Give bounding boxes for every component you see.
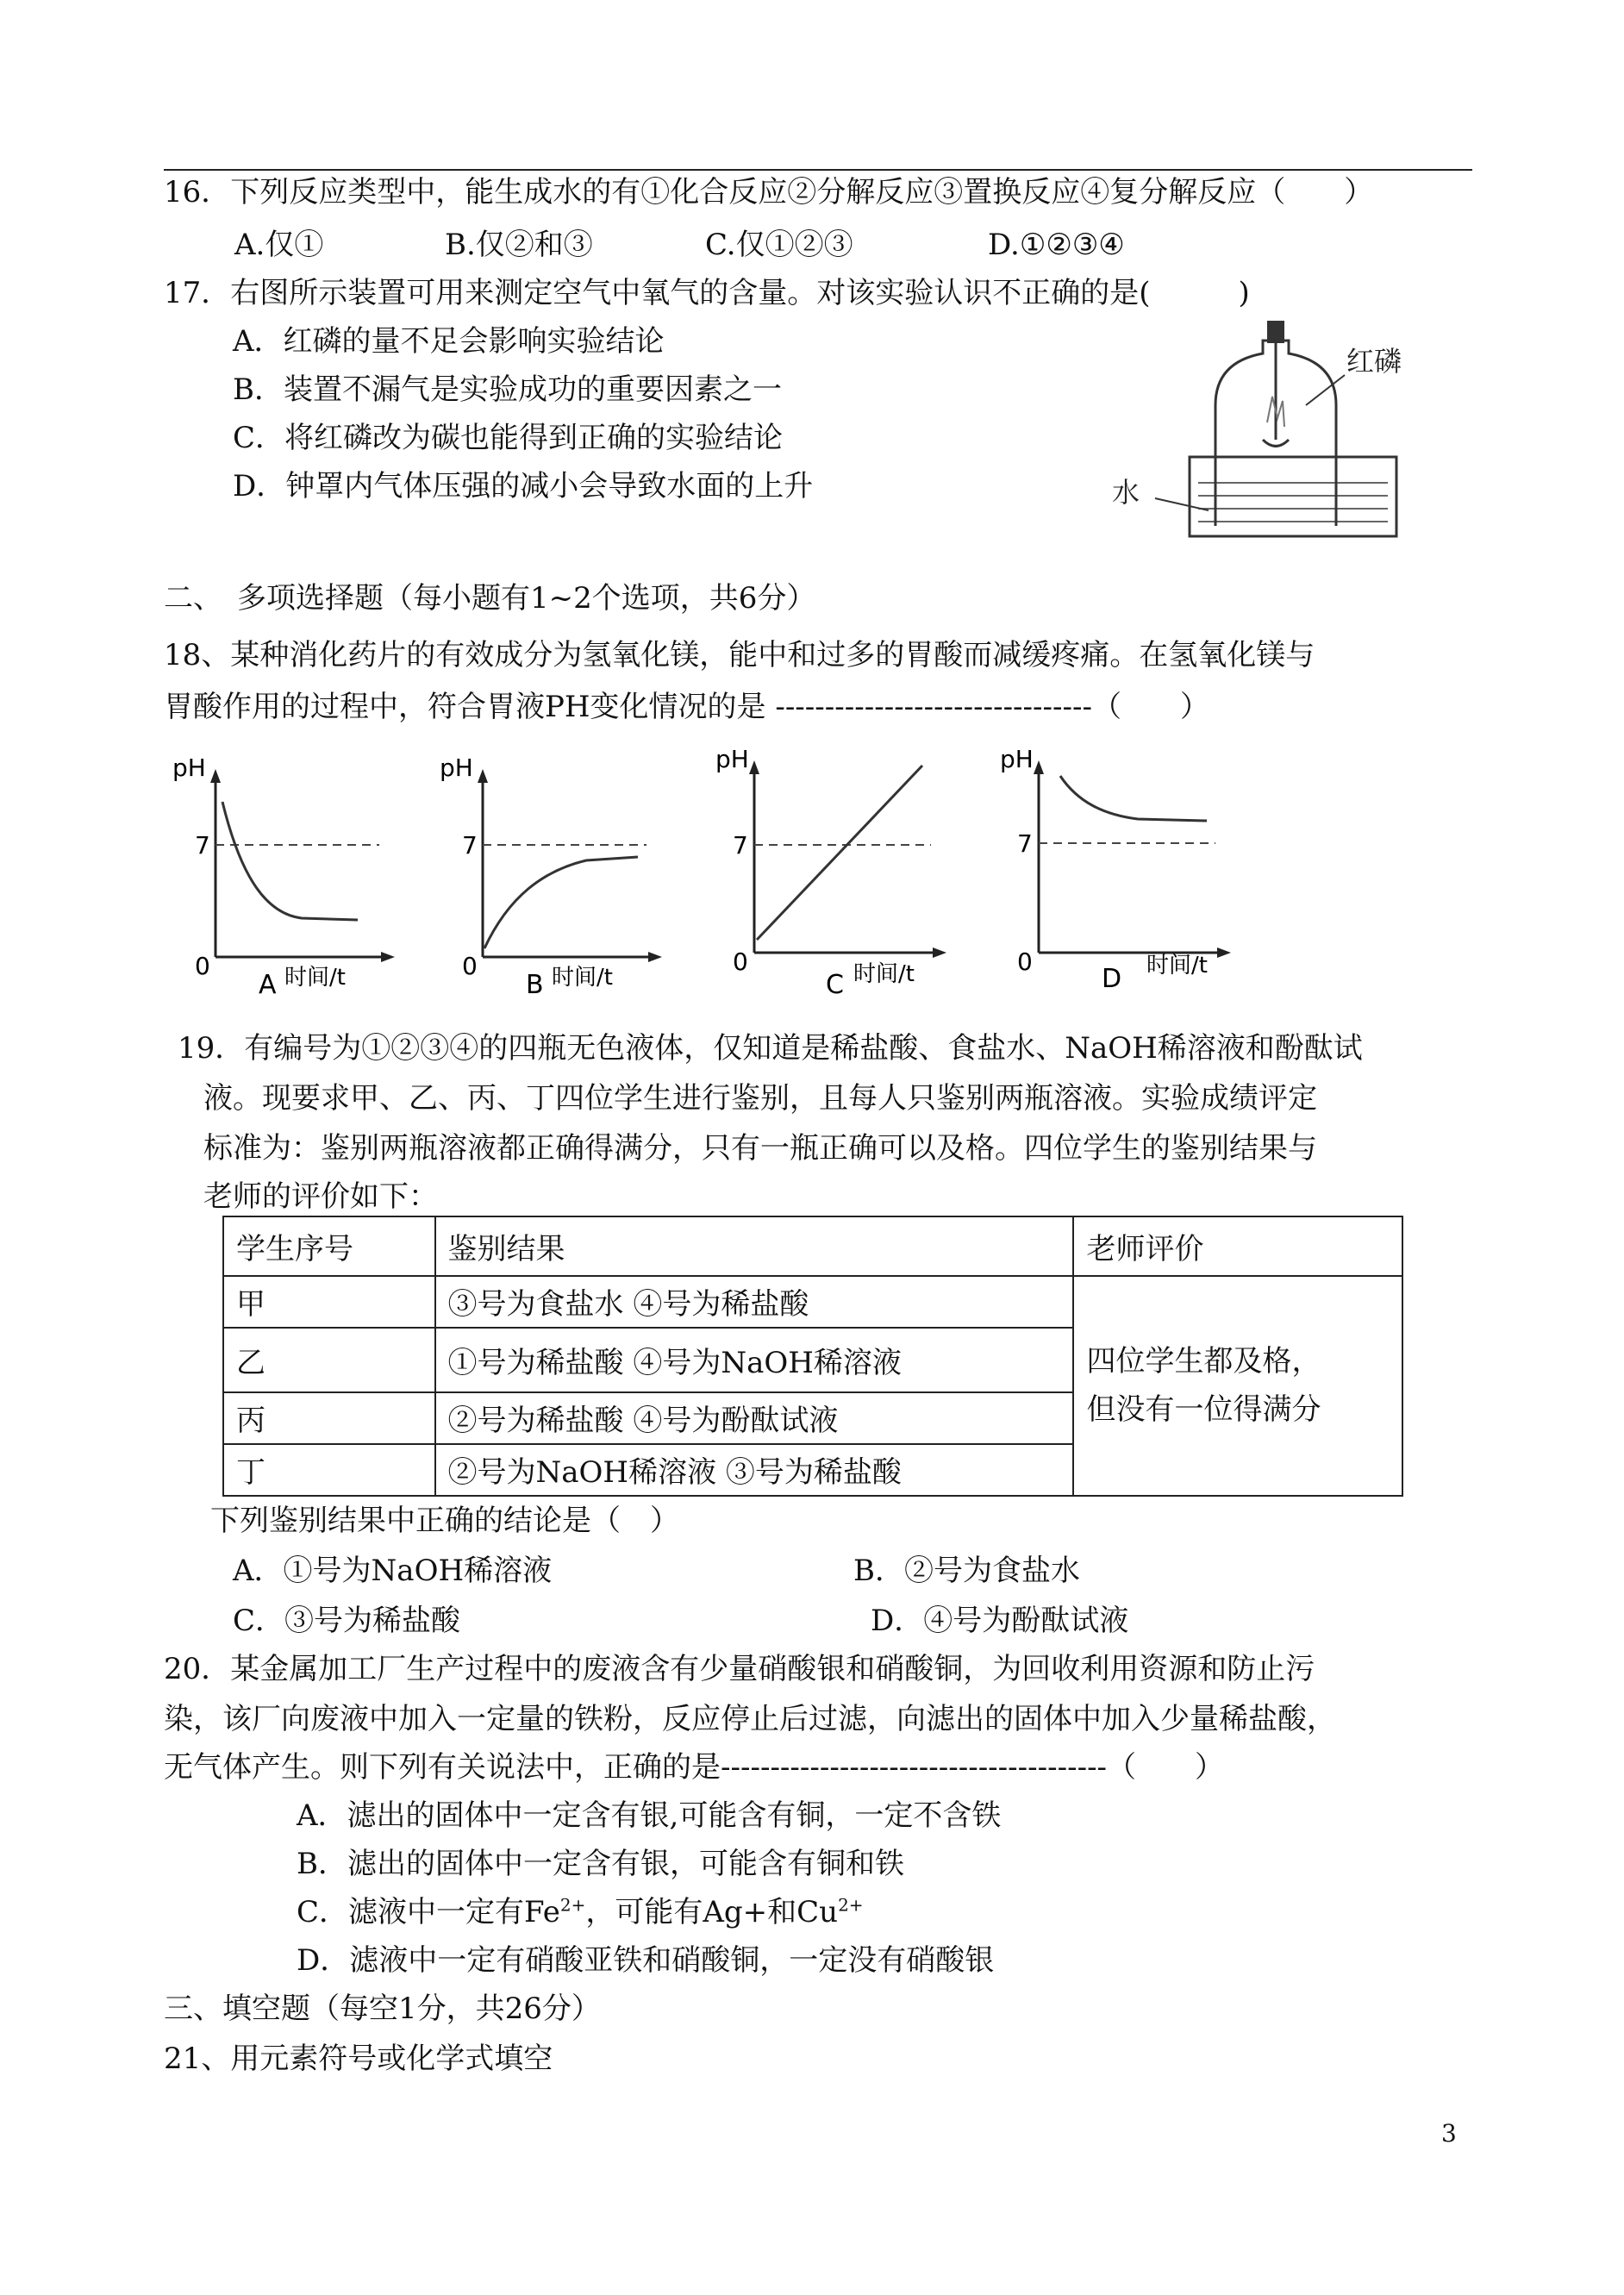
q16-option-d: D.①②③④ — [988, 228, 1125, 262]
origin: 0 — [462, 952, 478, 980]
apparatus-figure — [1112, 310, 1405, 552]
ylabel: pH — [715, 745, 749, 773]
q16-stem: 16．下列反应类型中，能生成水的有①化合反应②分解反应③置换反应④复分解反应（ ） — [164, 175, 1374, 209]
ph-curve — [484, 857, 638, 948]
q20-option-b: B．滤出的固体中一定含有银，可能含有铜和铁 — [297, 1847, 904, 1881]
q20-option-d: D．滤液中一定有硝酸亚铁和硝酸铜，一定没有硝酸银 — [297, 1943, 995, 1978]
q16-option-a: A.仅① — [234, 228, 324, 262]
origin: 0 — [733, 947, 748, 976]
result-cell: ②号为稀盐酸 ④号为酚酞试液 — [435, 1392, 1074, 1444]
result-cell: ③号为食盐水 ④号为稀盐酸 — [435, 1276, 1074, 1328]
label-phosphorus: 红磷 — [1346, 345, 1402, 378]
q16-option-c: C.仅①②③ — [705, 228, 853, 262]
origin: 0 — [195, 952, 210, 980]
q17-option-c: C．将红磷改为碳也能得到正确的实验结论 — [233, 421, 784, 455]
ylabel: pH — [440, 754, 473, 782]
page-number: 3 — [1441, 2119, 1457, 2148]
q20-option-c — [297, 1895, 864, 1929]
header-rule — [164, 169, 1472, 171]
stopper — [1267, 321, 1284, 343]
tick-7: 7 — [1017, 829, 1033, 858]
q20-line1: 20．某金属加工厂生产过程中的废液含有少量硝酸银和硝酸铜，为回收利用资源和防止污 — [164, 1652, 1315, 1686]
x-arrow — [648, 952, 662, 962]
graph-a — [172, 741, 414, 1000]
q18-line1: 18、某种消化药片的有效成分为氢氧化镁，能中和过多的胃酸而减缓疼痛。在氢氧化镁与 — [164, 638, 1315, 672]
x-arrow — [933, 947, 946, 958]
evaluation-line2: 但没有一位得满分 — [1086, 1392, 1321, 1428]
ph-curve — [1060, 776, 1207, 821]
xlabel: 时间/t — [853, 961, 915, 987]
evaluation-line1: 四位学生都及格， — [1086, 1344, 1321, 1379]
q16-option-b: B.仅②和③ — [445, 228, 593, 262]
header-result: 鉴别结果 — [435, 1216, 1074, 1276]
q20-line3: 无气体产生。则下列有关说法中，正确的是---------------------------------------（ ） — [164, 1750, 1225, 1785]
q17-option-b: B．装置不漏气是实验成功的重要因素之一 — [233, 372, 782, 407]
fe-charge: 2+ — [559, 1894, 586, 1916]
graph-d — [991, 741, 1250, 1000]
tick-7: 7 — [195, 831, 210, 860]
header-evaluation: 老师评价 — [1073, 1216, 1402, 1276]
result-cell: ①号为稀盐酸 ④号为NaOH稀溶液 — [435, 1328, 1074, 1392]
table-header-row — [223, 1216, 1402, 1276]
xlabel: 时间/t — [1146, 953, 1208, 979]
q20-option-c-mid: ，可能有Ag+和Cu — [585, 1895, 839, 1929]
ph-curve — [222, 802, 358, 920]
q21-stem: 21、用元素符号或化学式填空 — [164, 2042, 553, 2076]
q17-option-d: D．钟罩内气体压强的减小会导致水面的上升 — [233, 469, 814, 503]
result-cell: ②号为NaOH稀溶液 ③号为稀盐酸 — [435, 1444, 1074, 1496]
cu-charge: 2+ — [838, 1894, 864, 1916]
q19-line4: 老师的评价如下： — [203, 1179, 438, 1214]
graph-c — [707, 741, 965, 1000]
label-water: 水 — [1112, 476, 1140, 509]
q19-question: 下列鉴别结果中正确的结论是（ ） — [210, 1504, 679, 1538]
y-arrow — [210, 769, 221, 783]
ylabel: pH — [1000, 745, 1034, 773]
table-row — [223, 1276, 1402, 1328]
water-pointer — [1155, 498, 1209, 510]
student-cell: 丁 — [223, 1444, 435, 1496]
q19-line2: 液。现要求甲、乙、丙、丁四位学生进行鉴别，且每人只鉴别两瓶溶液。实验成绩评定 — [203, 1081, 1317, 1116]
y-arrow — [478, 769, 488, 783]
graph-letter: D — [1102, 964, 1122, 994]
student-cell: 乙 — [223, 1328, 435, 1392]
ph-curve — [757, 766, 922, 940]
xlabel: 时间/t — [284, 965, 346, 991]
graph-letter: B — [526, 970, 544, 1000]
q19-option-d: D．④号为酚酞试液 — [871, 1604, 1129, 1638]
y-arrow — [749, 760, 759, 774]
x-arrow — [381, 952, 395, 962]
graph-letter: A — [259, 970, 277, 1000]
q19-line1: 19．有编号为①②③④的四瓶无色液体，仅知道是稀盐酸、食盐水、NaOH稀溶液和酚酞试 — [178, 1031, 1363, 1066]
tick-7: 7 — [733, 831, 748, 860]
phosphorus-pointer — [1306, 375, 1345, 405]
q20-option-a: A．滤出的固体中一定含有银,可能含有铜，一定不含铁 — [297, 1798, 1002, 1833]
combustion-spoon — [1263, 440, 1289, 447]
q19-line3: 标准为：鉴别两瓶溶液都正确得满分，只有一瓶正确可以及格。四位学生的鉴别结果与 — [203, 1131, 1317, 1166]
water-lines — [1198, 483, 1388, 522]
section2-title: 二、 多项选择题（每小题有1~2个选项，共6分） — [164, 581, 816, 616]
q17-option-a: A．红磷的量不足会影响实验结论 — [233, 324, 665, 359]
section3-title: 三、填空题（每空1分，共26分） — [164, 1992, 601, 2026]
tick-7: 7 — [462, 831, 478, 860]
evaluation-cell — [1073, 1276, 1402, 1496]
graph-b — [440, 741, 681, 1000]
q19-option-b: B．②号为食盐水 — [853, 1554, 1080, 1588]
origin: 0 — [1017, 947, 1033, 976]
q20-option-c-pre: C．滤液中一定有Fe — [297, 1895, 560, 1929]
q19-option-c: C．③号为稀盐酸 — [233, 1604, 461, 1638]
xlabel: 时间/t — [552, 965, 613, 991]
q17-stem: 17．右图所示装置可用来测定空气中氧气的含量。对该实验认识不正确的是( ) — [164, 276, 1250, 310]
q19-table — [222, 1216, 1403, 1497]
ylabel: pH — [172, 754, 206, 782]
q19-option-a: A．①号为NaOH稀溶液 — [233, 1554, 553, 1588]
header-student: 学生序号 — [223, 1216, 435, 1276]
student-cell: 丙 — [223, 1392, 435, 1444]
y-arrow — [1034, 760, 1044, 774]
student-cell: 甲 — [223, 1276, 435, 1328]
graph-letter: C — [826, 970, 844, 1000]
q18-line2: 胃酸作用的过程中，符合胃液PH变化情况的是 --------------------------------（ ） — [164, 690, 1209, 724]
x-arrow — [1217, 947, 1231, 958]
q20-line2: 染，该厂向废液中加入一定量的铁粉，反应停止后过滤，向滤出的固体中加入少量稀盐酸， — [164, 1702, 1336, 1736]
